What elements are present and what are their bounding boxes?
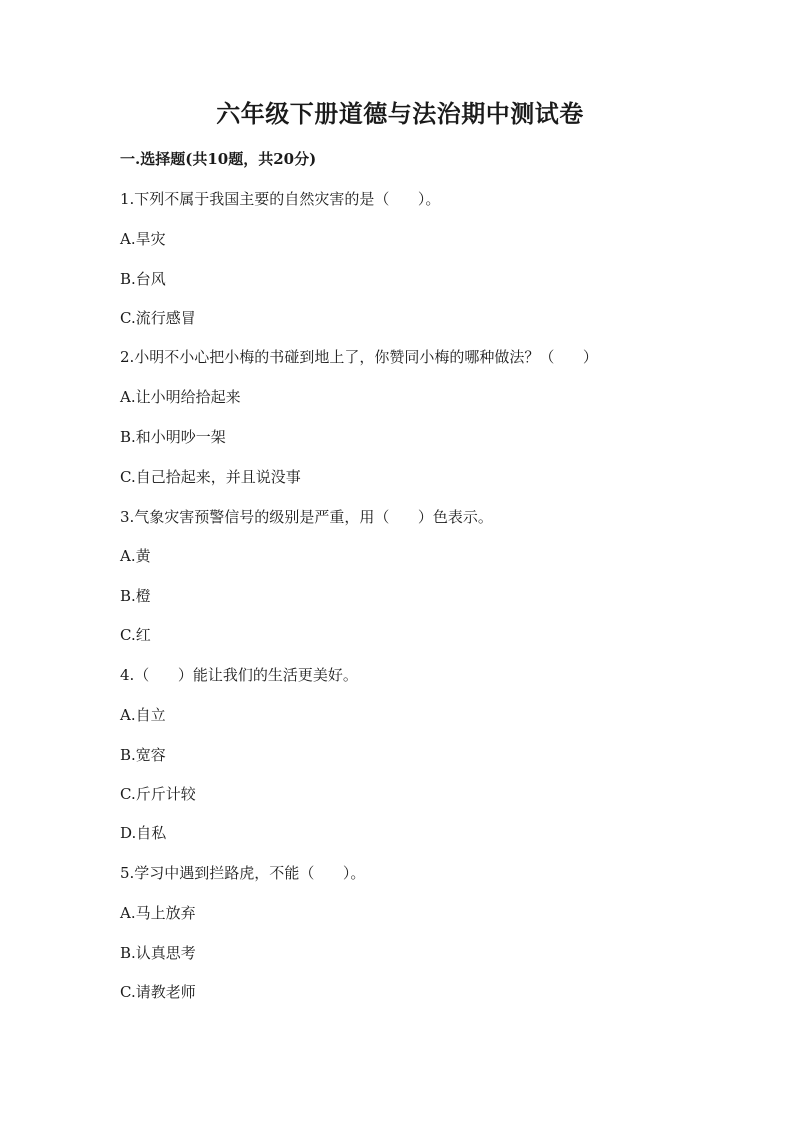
question-stem: 4.（ ）能让我们的生活更美好。 [120,666,358,684]
question-option: B.台风 [120,270,166,288]
question-option: A.旱灾 [120,230,166,248]
page-title: 六年级下册道德与法治期中测试卷 [216,99,584,128]
question-option: C.红 [120,626,151,644]
section-heading: 一.选择题(共10题，共20分) [120,150,317,168]
question-option: D.自私 [120,824,167,842]
question-option: A.马上放弃 [120,904,196,922]
question-option: A.自立 [120,706,166,724]
question-stem: 2.小明不小心把小梅的书碰到地上了，你赞同小梅的哪种做法？（ ） [120,348,598,366]
question-option: A.黄 [120,547,151,565]
question-stem: 3.气象灾害预警信号的级别是严重，用（ ）色表示。 [120,508,493,526]
question-option: C.斤斤计较 [120,785,196,803]
question-option: B.宽容 [120,746,166,764]
question-option: B.认真思考 [120,944,196,962]
question-option: C.流行感冒 [120,309,196,327]
question-option: C.自己拾起来，并且说没事 [120,468,301,486]
question-option: B.橙 [120,587,151,605]
question-stem: 1.下列不属于我国主要的自然灾害的是（ ）。 [120,190,441,208]
question-option: A.让小明给拾起来 [120,388,241,406]
question-stem: 5.学习中遇到拦路虎，不能（ ）。 [120,864,366,882]
question-option: C.请教老师 [120,983,196,1001]
question-option: B.和小明吵一架 [120,428,226,446]
